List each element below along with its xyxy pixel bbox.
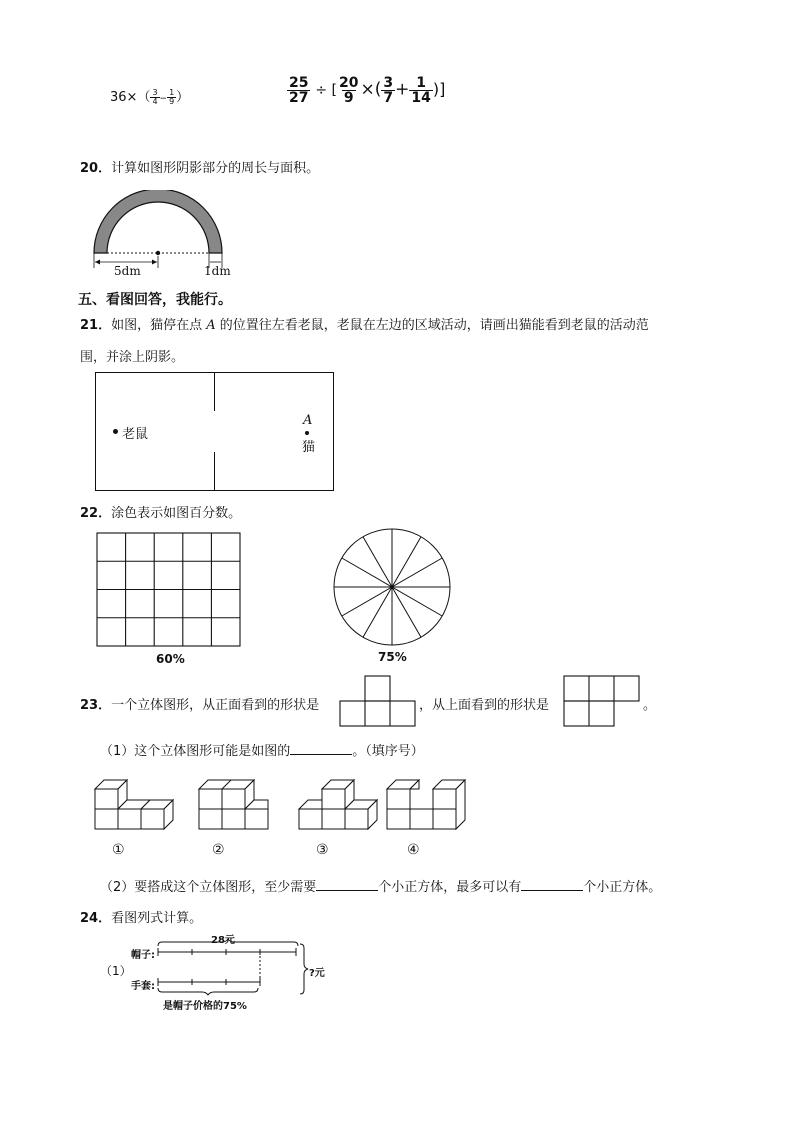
answer-blank-2[interactable] — [316, 878, 378, 891]
cube-option-4 — [384, 770, 466, 832]
fraction-3-4: $\frac{3}{4}$ — [152, 88, 158, 106]
question-text: 计算如图形阴影部分的周长与面积。 — [111, 161, 320, 176]
question-24: 24．看图列式计算。 — [80, 911, 203, 926]
expression-2: $\frac{25}{27}$ ÷ [ $\frac{20}{9}$ ×( $\frac{3}{7}$ + $\frac{1}{14}$ )] — [289, 75, 446, 106]
section-title: 五、看图回答，我能行。 — [78, 292, 232, 308]
question-20 — [80, 157, 319, 176]
question-23-sub1: （1）这个立体图形可能是如图的 。（填序号） — [100, 744, 424, 759]
cat-dot — [305, 431, 309, 435]
expr1-lead: 36×（ — [110, 90, 151, 105]
circle-label: 75% — [378, 650, 407, 664]
fraction-25-27: $\frac{25}{27}$ — [289, 75, 309, 106]
answer-blank-1[interactable] — [290, 742, 352, 755]
hat-label: 帽子: — [131, 950, 155, 961]
label-5dm: 5dm — [114, 264, 141, 278]
mouse-label: 老鼠 — [122, 427, 149, 442]
fraction-20-9: $\frac{20}{9}$ — [339, 75, 359, 106]
label-1dm: 1dm — [204, 264, 231, 278]
option-3-label: ③ — [316, 842, 329, 858]
gloves-label: 手套: — [131, 981, 155, 992]
option-4-label: ④ — [407, 842, 420, 858]
hat-price-label: 28元 — [211, 935, 235, 946]
option-1-label: ① — [112, 842, 125, 858]
cube-option-2 — [196, 770, 278, 832]
question-22: 22．涂色表示如图百分数。 — [80, 506, 242, 521]
wall-bottom — [214, 452, 215, 491]
wall-top — [214, 372, 215, 411]
mouse-dot — [113, 429, 118, 434]
grid-figure — [96, 532, 242, 648]
question-number: 20． — [80, 161, 112, 176]
total-label: ?元 — [309, 968, 325, 979]
point-a-label: A — [303, 413, 313, 428]
question-23-text2: ，从上面看到的形状是 — [419, 698, 550, 713]
question-21-line2: 围，并涂上阴影。 — [80, 350, 185, 365]
fraction-1-9: $\frac{1}{9}$ — [169, 88, 175, 106]
question-23-text3: 。 — [643, 698, 657, 713]
question-21-line1: 21．如图，猫停在点 A 的位置往左看老鼠，老鼠在左边的区域活动，请画出猫能看到老鼠的活动范 — [80, 318, 649, 333]
grid-label: 60% — [156, 652, 185, 666]
fraction-3-7: $\frac{3}{7}$ — [383, 75, 394, 106]
expression-1: 36×（ $\frac{3}{4}$ − $\frac{1}{9}$ ） — [110, 88, 190, 106]
cube-option-3 — [296, 770, 378, 832]
front-view-figure — [339, 675, 417, 727]
top-view-figure — [563, 675, 641, 727]
part-1-label: （1） — [100, 964, 132, 978]
cat-label: 猫 — [302, 440, 316, 455]
question-23-text1: 23．一个立体图形，从正面看到的形状是 — [80, 698, 320, 713]
cube-option-1 — [92, 770, 174, 832]
bar-diagram — [156, 938, 316, 1002]
circle-figure — [332, 527, 452, 647]
gloves-note: 是帽子价格的75% — [163, 1001, 247, 1012]
answer-blank-3[interactable] — [521, 878, 583, 891]
fraction-1-14: $\frac{1}{14}$ — [411, 75, 431, 106]
question-23-sub2: （2）要搭成这个立体图形，至少需要 个小正方体，最多可以有 个小正方体。 — [100, 880, 662, 895]
option-2-label: ② — [212, 842, 225, 858]
